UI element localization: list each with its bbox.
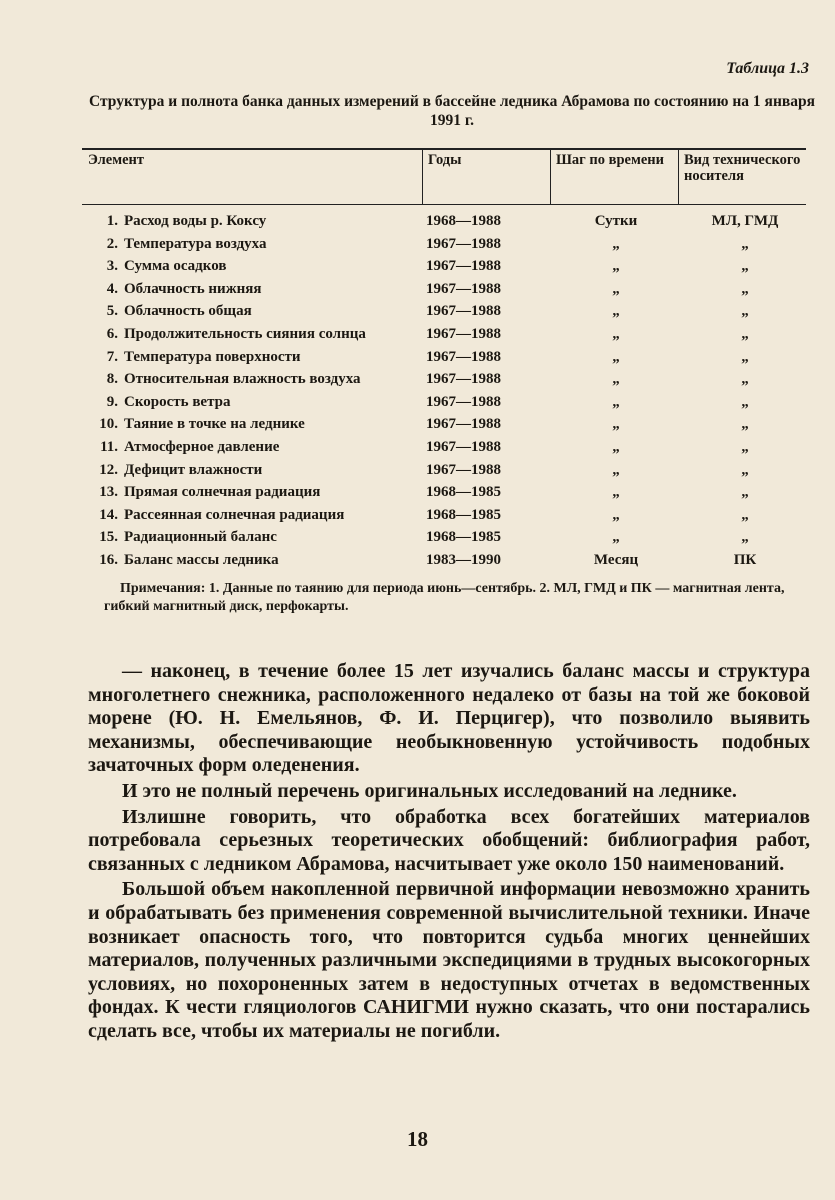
row-media: „ <box>741 280 749 297</box>
row-element: Температура поверхности <box>124 348 301 365</box>
row-years: 1967—1988 <box>426 235 501 252</box>
row-step: „ <box>612 348 620 365</box>
table-body <box>0 210 835 572</box>
row-step: Месяц <box>593 551 639 568</box>
row-number: 16. <box>99 551 118 568</box>
row-step: „ <box>612 484 620 501</box>
row-number: 6. <box>106 325 118 342</box>
row-years: 1968—1985 <box>426 506 501 523</box>
table-row <box>0 278 835 301</box>
row-element: Температура воздуха <box>124 235 267 252</box>
row-number: 14. <box>99 506 118 523</box>
row-years: 1967—1988 <box>426 438 501 455</box>
row-media: „ <box>741 416 749 433</box>
row-number: 4. <box>106 280 118 297</box>
table-row <box>0 346 835 369</box>
row-years: 1967—1988 <box>426 416 501 433</box>
row-step: „ <box>612 461 620 478</box>
table-row <box>0 549 835 572</box>
row-media: „ <box>741 529 749 546</box>
table-row <box>0 413 835 436</box>
column-header-media: Вид технического носителя <box>684 152 801 184</box>
row-years: 1968—1985 <box>426 529 501 546</box>
table-row <box>0 504 835 527</box>
table-notes: Примечания: 1. Данные по таянию для периода июнь—сентябрь. 2. МЛ, ГМД и ПК — магнитная лента, гибкий магнитный диск, перфокарты. <box>104 581 785 614</box>
table-caption: Структура и полнота банка данных измерений в бассейне ледника Абрамова по состоянию на 1 января 1991 г. <box>89 93 815 129</box>
row-number: 9. <box>106 393 118 410</box>
row-step: Сутки <box>594 213 638 229</box>
paragraph: И это не полный перечень оригинальных исследований на леднике. <box>122 779 737 802</box>
row-element: Баланс массы ледника <box>124 551 279 568</box>
row-number: 5. <box>106 303 118 320</box>
row-element: Атмосферное давление <box>124 438 280 455</box>
row-years: 1967—1988 <box>426 258 501 275</box>
row-number: 11. <box>100 438 118 455</box>
table-row <box>0 481 835 504</box>
row-element: Рассеянная солнечная радиация <box>124 506 345 523</box>
table-top-rule <box>82 148 806 150</box>
row-media: „ <box>741 258 749 275</box>
table-row <box>0 233 835 256</box>
column-header-years: Годы <box>428 152 462 168</box>
row-years: 1983—1990 <box>426 551 501 568</box>
row-step: „ <box>612 393 620 410</box>
row-media: „ <box>741 371 749 388</box>
row-years: 1967—1988 <box>426 461 501 478</box>
row-years: 1967—1988 <box>426 280 501 297</box>
row-years: 1967—1988 <box>426 393 501 410</box>
column-divider <box>678 148 679 204</box>
row-years: 1968—1988 <box>426 213 501 229</box>
row-element: Таяние в точке на леднике <box>124 416 305 433</box>
table-header-rule <box>82 204 806 205</box>
row-step: „ <box>612 529 620 546</box>
row-media: „ <box>741 325 749 342</box>
row-element: Радиационный баланс <box>124 529 277 546</box>
column-divider <box>422 148 423 204</box>
row-element: Облачность общая <box>124 303 252 320</box>
paragraph: Излишне говорить, что обработка всех богатейших материалов потребовала серьезных теоретических обобщений: библиография работ, связанных с ледником Абрамова, насчитывает уже около 150 наименований. <box>88 805 810 875</box>
table-row <box>0 255 835 278</box>
row-step: „ <box>612 325 620 342</box>
row-step: „ <box>612 438 620 455</box>
row-media: ПК <box>733 551 757 568</box>
row-years: 1967—1988 <box>426 348 501 365</box>
row-media: „ <box>741 348 749 365</box>
row-number: 12. <box>99 461 118 478</box>
row-years: 1967—1988 <box>426 303 501 320</box>
row-media: „ <box>741 235 749 252</box>
column-header-element: Элемент <box>88 152 145 168</box>
body-text <box>88 660 810 1046</box>
row-number: 1. <box>106 213 118 229</box>
row-media: „ <box>741 461 749 478</box>
row-number: 10. <box>99 416 118 433</box>
table-row <box>0 368 835 391</box>
row-step: „ <box>612 280 620 297</box>
row-media: МЛ, ГМД <box>711 213 779 229</box>
table-row <box>0 210 835 233</box>
table-row <box>0 436 835 459</box>
row-step: „ <box>612 303 620 320</box>
row-number: 2. <box>106 235 118 252</box>
row-element: Сумма осадков <box>124 258 227 275</box>
row-element: Облачность нижняя <box>124 280 262 297</box>
row-element: Расход воды р. Коксу <box>124 213 267 229</box>
row-years: 1968—1985 <box>426 484 501 501</box>
paragraph: Большой объем накопленной первичной информации невозможно хранить и обрабатывать без применения современной вычислительной техники. Иначе возникает опасность того, что повторится судьба многих ценнейших материалов, полученных различными экспедициями в трудных высокогорных условиях, но похороненных затем в недоступных отчетах в ведомственных фондах. К чести гляциологов САНИГМИ нужно сказать, что они постарались сделать все, чтобы их материалы не погибли. <box>88 878 810 1042</box>
row-number: 15. <box>99 529 118 546</box>
row-element: Скорость ветра <box>124 393 231 410</box>
row-number: 7. <box>106 348 118 365</box>
table-label: Таблица 1.3 <box>726 60 809 77</box>
row-element: Продолжительность сияния солнца <box>124 325 366 342</box>
column-header-step: Шаг по времени <box>556 152 664 168</box>
row-step: „ <box>612 506 620 523</box>
row-media: „ <box>741 393 749 410</box>
row-element: Прямая солнечная радиация <box>124 484 321 501</box>
row-media: „ <box>741 506 749 523</box>
row-media: „ <box>741 484 749 501</box>
column-divider <box>550 148 551 204</box>
table-row <box>0 300 835 323</box>
row-number: 8. <box>106 371 118 388</box>
row-number: 13. <box>99 484 118 501</box>
row-step: „ <box>612 371 620 388</box>
paragraph: — наконец, в течение более 15 лет изучались баланс массы и структура многолетнего снежника, расположенного недалеко от базы на той же боковой морене (Ю. Н. Емельянов, Ф. И. Перцигер), что позволило выявить механизмы, обеспечивающие необыкновенную устойчивость подобных зачаточных форм оледенения. <box>88 660 810 777</box>
row-media: „ <box>741 438 749 455</box>
page-number: 18 <box>407 1127 428 1151</box>
row-years: 1967—1988 <box>426 325 501 342</box>
row-years: 1967—1988 <box>426 371 501 388</box>
table-row <box>0 526 835 549</box>
row-step: „ <box>612 416 620 433</box>
row-step: „ <box>612 258 620 275</box>
row-element: Относительная влажность воздуха <box>124 371 361 388</box>
row-step: „ <box>612 235 620 252</box>
row-element: Дефицит влажности <box>124 461 263 478</box>
row-media: „ <box>741 303 749 320</box>
table-row <box>0 323 835 346</box>
table-row <box>0 391 835 414</box>
table-row <box>0 459 835 482</box>
row-number: 3. <box>106 258 118 275</box>
